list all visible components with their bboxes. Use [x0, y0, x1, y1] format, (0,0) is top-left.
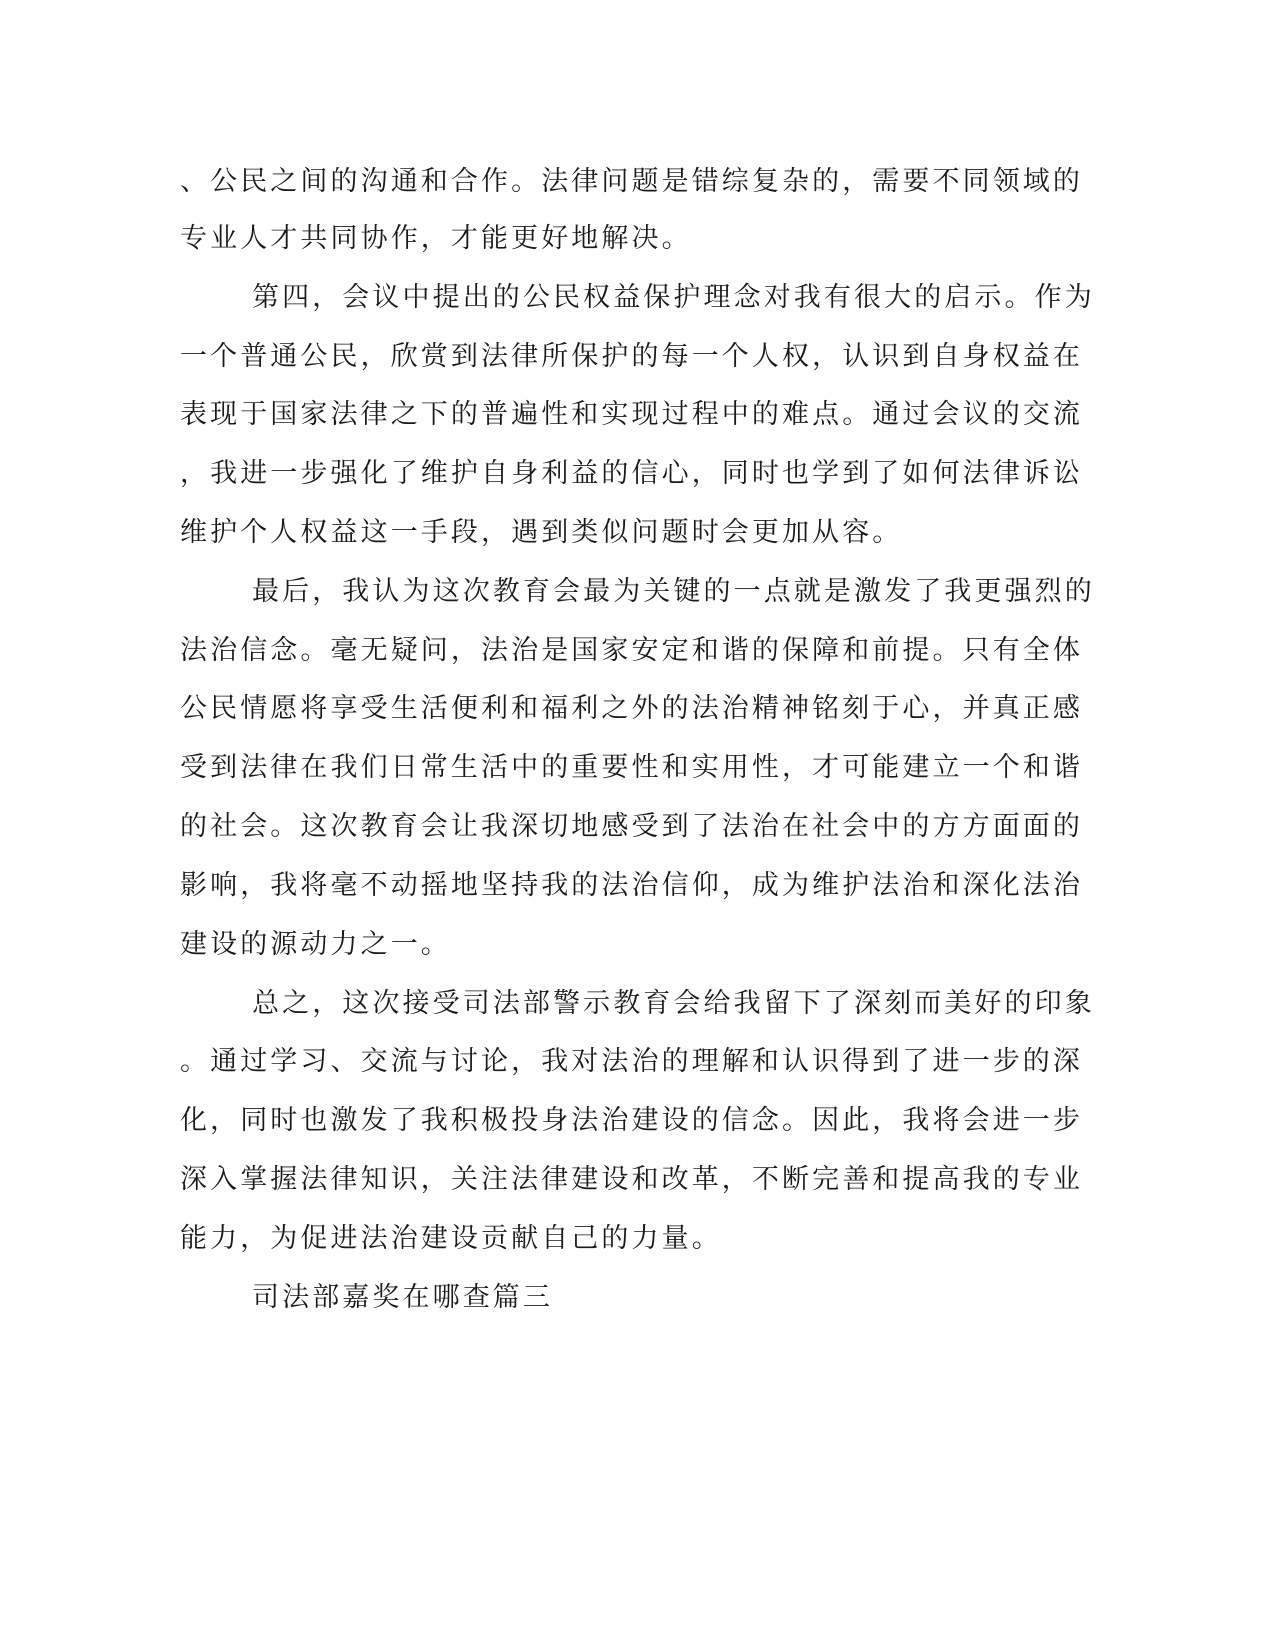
text-line: 、公民之间的沟通和合作。法律问题是错综复杂的，需要不同领域的 — [180, 166, 1083, 197]
text-line: 专业人才共同协作，才能更好地解决。 — [180, 223, 692, 254]
text-line: 公民情愿将享受生活便利和福利之外的法治精神铭刻于心，并真正感 — [180, 693, 1083, 724]
text-line: 的社会。这次教育会让我深切地感受到了法治在社会中的方方面面的 — [180, 811, 1083, 842]
text-line: 建设的源动力之一。 — [180, 929, 451, 960]
text-line: 化，同时也激发了我积极投身法治建设的信念。因此，我将会进一步 — [180, 1105, 1083, 1136]
text-line: 影响，我将毫不动摇地坚持我的法治信仰，成为维护法治和深化法治 — [180, 870, 1083, 901]
paragraph-start-line: 总之，这次接受司法部警示教育会给我留下了深刻而美好的印象 — [252, 988, 1095, 1019]
section-heading: 司法部嘉奖在哪查篇三 — [252, 1282, 553, 1313]
text-line: ，我进一步强化了维护自身利益的信心，同时也学到了如何法律诉讼 — [180, 458, 1083, 489]
text-line: 表现于国家法律之下的普遍性和实现过程中的难点。通过会议的交流 — [180, 399, 1083, 430]
text-line: 。通过学习、交流与讨论，我对法治的理解和认识得到了进一步的深 — [180, 1046, 1083, 1077]
paragraph-start-line: 第四，会议中提出的公民权益保护理念对我有很大的启示。作为 — [252, 282, 1095, 313]
paragraph-start-line: 最后，我认为这次教育会最为关键的一点就是激发了我更强烈的 — [252, 576, 1095, 607]
text-line: 能力，为促进法治建设贡献自己的力量。 — [180, 1223, 722, 1254]
text-line: 一个普通公民，欣赏到法律所保护的每一个人权，认识到自身权益在 — [180, 341, 1083, 372]
text-line: 维护个人权益这一手段，遇到类似问题时会更加从容。 — [180, 517, 903, 548]
text-line: 深入掌握法律知识，关注法律建设和改革，不断完善和提高我的专业 — [180, 1164, 1083, 1195]
text-line: 受到法律在我们日常生活中的重要性和实用性，才可能建立一个和谐 — [180, 752, 1083, 783]
text-line: 法治信念。毫无疑问，法治是国家安定和谐的保障和前提。只有全体 — [180, 635, 1083, 666]
